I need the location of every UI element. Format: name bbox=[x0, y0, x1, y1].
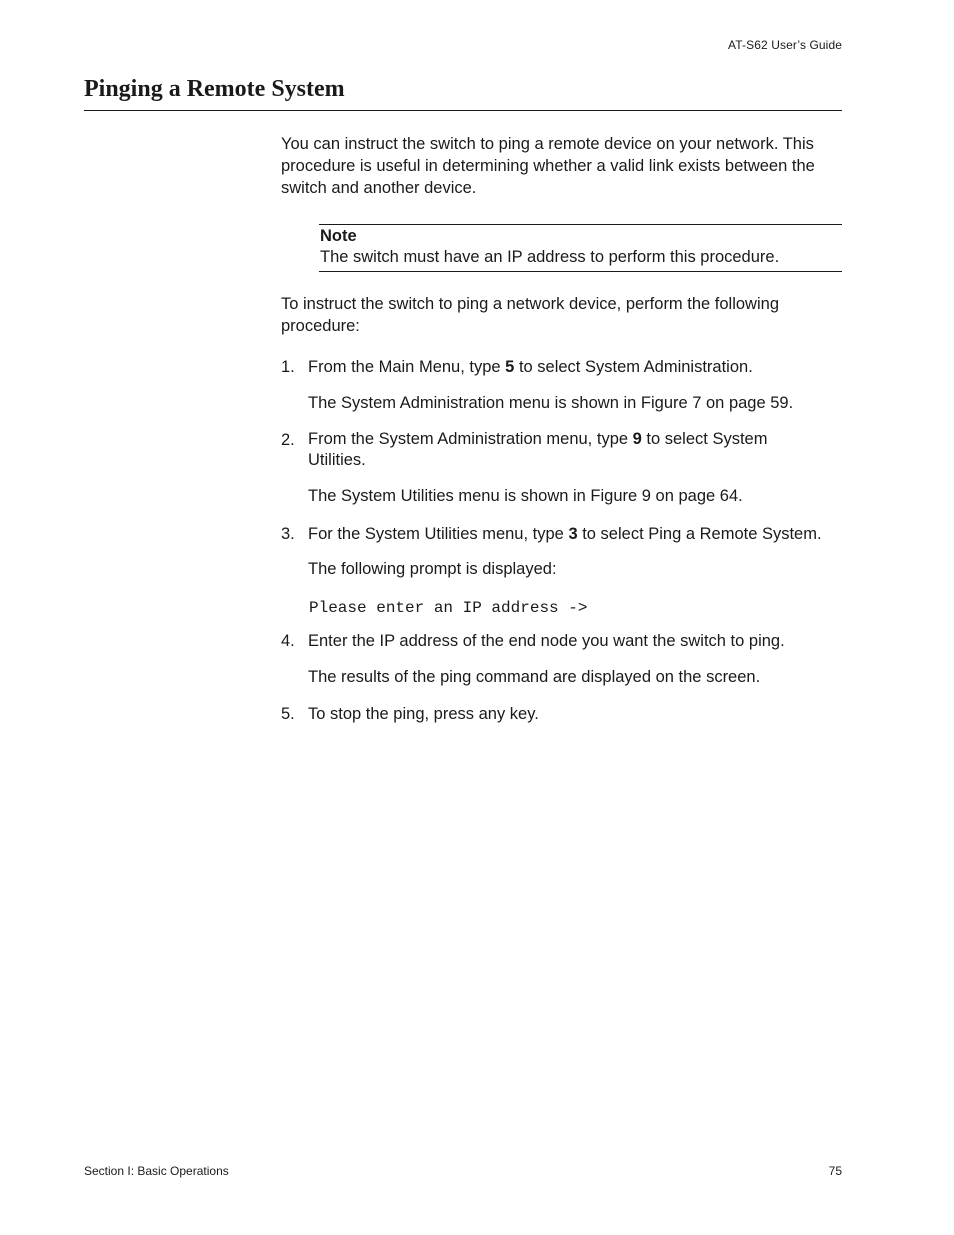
section-title: Pinging a Remote System bbox=[84, 76, 345, 102]
note-label: Note bbox=[320, 227, 357, 245]
menu-key: 9 bbox=[632, 430, 642, 448]
step-number: 3. bbox=[281, 525, 295, 543]
note-text: The switch must have an IP address to perform this procedure. bbox=[320, 248, 780, 266]
console-prompt: Please enter an IP address -> bbox=[309, 599, 588, 617]
step-text: From the System Administration menu, type 9 to select System Utilities. bbox=[308, 430, 768, 469]
step-text: Enter the IP address of the end node you want the switch to ping. bbox=[308, 632, 785, 650]
step-number: 2. bbox=[281, 431, 295, 449]
step-2-result: The System Utilities menu is shown in Figure 9 on page 64. bbox=[308, 487, 743, 505]
step-3-result: The following prompt is displayed: bbox=[308, 560, 557, 578]
procedure-lead: To instruct the switch to ping a network device, perform the following procedure: bbox=[281, 295, 779, 335]
step-text: From the Main Menu, type 5 to select System Administration. bbox=[308, 358, 753, 376]
step-1-result: The System Administration menu is shown in Figure 7 on page 59. bbox=[308, 394, 794, 412]
note-box bbox=[319, 224, 842, 272]
running-header: AT-S62 User’s Guide bbox=[728, 38, 842, 52]
intro-paragraph: You can instruct the switch to ping a remote device on your network. This procedure is useful in determining whether a valid link exists between the switch and another device. bbox=[281, 135, 815, 197]
title-rule bbox=[84, 110, 842, 111]
step-text: For the System Utilities menu, type 3 to select Ping a Remote System. bbox=[308, 525, 822, 543]
step-text: To stop the ping, press any key. bbox=[308, 705, 539, 723]
step-number: 4. bbox=[281, 632, 295, 650]
menu-key: 5 bbox=[505, 358, 515, 376]
footer-section: Section I: Basic Operations bbox=[84, 1164, 229, 1178]
step-4-result: The results of the ping command are displayed on the screen. bbox=[308, 668, 761, 686]
page-number: 75 bbox=[828, 1164, 842, 1178]
step-number: 5. bbox=[281, 705, 295, 723]
step-number: 1. bbox=[281, 358, 295, 376]
menu-key: 3 bbox=[568, 525, 578, 543]
